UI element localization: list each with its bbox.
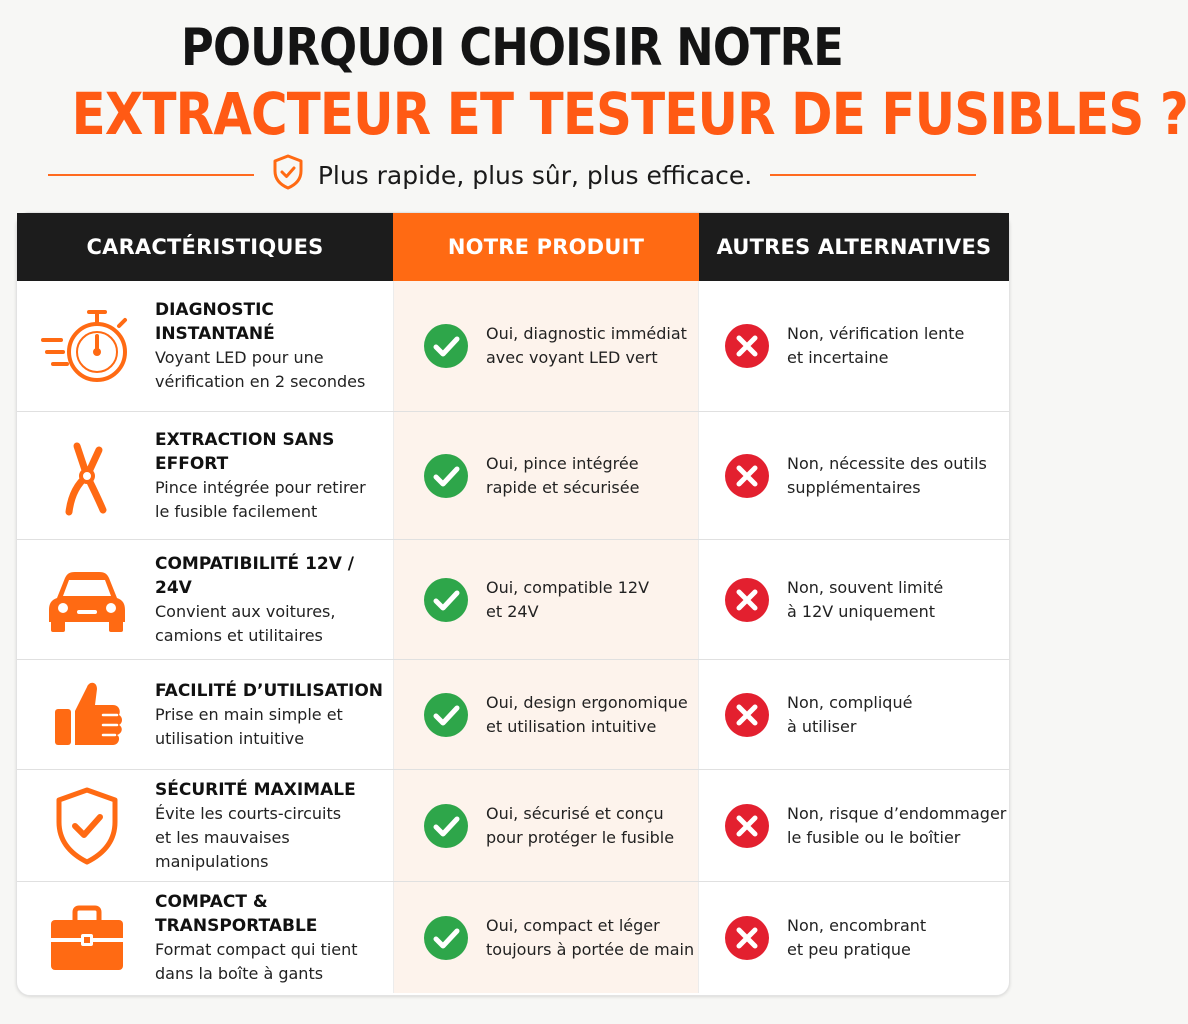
table-row — [17, 769, 1009, 881]
alternatives-cell — [699, 770, 1009, 881]
alternatives-answer: Non, compliqué à utiliser — [787, 692, 913, 736]
feature-title: SÉCURITÉ MAXIMALE — [155, 779, 356, 800]
feature-title: FACILITÉ D’UTILISATION — [155, 680, 384, 701]
feature-description: Évite les courts-circuits et les mauvaises manipulations — [155, 803, 342, 871]
shield-check-icon — [41, 786, 133, 866]
cross-icon — [725, 454, 769, 498]
check-icon — [424, 324, 468, 368]
feature-title: EXTRACTION SANS EFFORT — [155, 429, 335, 474]
alternatives-cell — [699, 540, 1009, 659]
feature-description: Convient aux voitures, camions et utilitaires — [155, 601, 336, 645]
feature-description: Format compact qui tient dans la boîte à gants — [155, 939, 358, 983]
table-row — [17, 659, 1009, 769]
our-product-cell — [393, 540, 699, 659]
table-body — [17, 281, 1009, 993]
alternatives-answer: Non, risque d’endommager le fusible ou le boîtier — [787, 803, 1007, 847]
our-product-answer: Oui, compatible 12V et 24V — [486, 577, 650, 621]
tagline-row — [48, 150, 976, 200]
our-product-cell — [393, 882, 699, 993]
alternatives-cell — [699, 660, 1009, 769]
column-header-alternatives: AUTRES ALTERNATIVES — [699, 213, 1009, 281]
feature-title: COMPACT & TRANSPORTABLE — [155, 891, 318, 936]
our-product-cell — [393, 412, 699, 539]
our-product-cell — [393, 281, 699, 411]
column-header-features: CARACTÉRISTIQUES — [17, 213, 393, 281]
divider-right — [770, 174, 976, 176]
our-product-answer: Oui, design ergonomique et utilisation intuitive — [486, 692, 688, 736]
table-row — [17, 881, 1009, 993]
check-icon — [424, 454, 468, 498]
alternatives-cell — [699, 281, 1009, 411]
tagline — [254, 154, 770, 196]
cross-icon — [725, 578, 769, 622]
our-product-cell — [393, 770, 699, 881]
cross-icon — [725, 693, 769, 737]
cross-icon — [725, 804, 769, 848]
headline-line-2: EXTRACTEUR ET TESTEUR DE FUSIBLES ? — [71, 80, 1188, 148]
our-product-answer: Oui, pince intégrée rapide et sécurisée — [486, 453, 640, 497]
stopwatch-icon — [41, 306, 133, 386]
feature-cell — [17, 660, 393, 769]
column-header-our-product: NOTRE PRODUIT — [393, 213, 699, 281]
divider-left — [48, 174, 254, 176]
check-icon — [424, 804, 468, 848]
table-row — [17, 411, 1009, 539]
feature-cell — [17, 412, 393, 539]
check-icon — [424, 693, 468, 737]
shield-check-icon — [272, 154, 304, 196]
feature-description: Pince intégrée pour retirer le fusible facilement — [155, 477, 366, 521]
check-icon — [424, 916, 468, 960]
our-product-cell — [393, 660, 699, 769]
cross-icon — [725, 324, 769, 368]
our-product-answer: Oui, diagnostic immédiat avec voyant LED vert — [486, 324, 687, 367]
feature-cell — [17, 770, 393, 881]
our-product-answer: Oui, compact et léger toujours à portée de main — [486, 915, 695, 959]
feature-description: Prise en main simple et utilisation intuitive — [155, 704, 343, 748]
cross-icon — [725, 916, 769, 960]
table-row — [17, 539, 1009, 659]
feature-title: DIAGNOSTIC INSTANTANÉ — [155, 300, 275, 344]
alternatives-cell — [699, 412, 1009, 539]
car-icon — [41, 560, 133, 640]
our-product-answer: Oui, sécurisé et conçu pour protéger le fusible — [486, 803, 675, 847]
alternatives-answer: Non, encombrant et peu pratique — [787, 915, 927, 959]
tagline-text: Plus rapide, plus sûr, plus efficace. — [317, 160, 753, 190]
comparison-table — [16, 212, 1010, 996]
alternatives-answer: Non, nécessite des outils supplémentaires — [787, 453, 987, 497]
alternatives-cell — [699, 882, 1009, 993]
alternatives-answer: Non, vérification lente et incertaine — [787, 324, 965, 367]
toolbox-icon — [41, 898, 133, 978]
feature-cell — [17, 281, 393, 411]
check-icon — [424, 578, 468, 622]
feature-cell — [17, 540, 393, 659]
feature-title: COMPATIBILITÉ 12V / 24V — [155, 553, 355, 598]
feature-description: Voyant LED pour une vérification en 2 secondes — [155, 348, 366, 391]
feature-cell — [17, 882, 393, 993]
table-header — [17, 213, 1009, 281]
thumbs-up-icon — [41, 675, 133, 755]
table-row — [17, 281, 1009, 411]
headline-line-1: POURQUOI CHOISIR NOTRE — [181, 18, 843, 78]
alternatives-answer: Non, souvent limité à 12V uniquement — [787, 577, 944, 621]
pliers-icon — [41, 436, 133, 516]
